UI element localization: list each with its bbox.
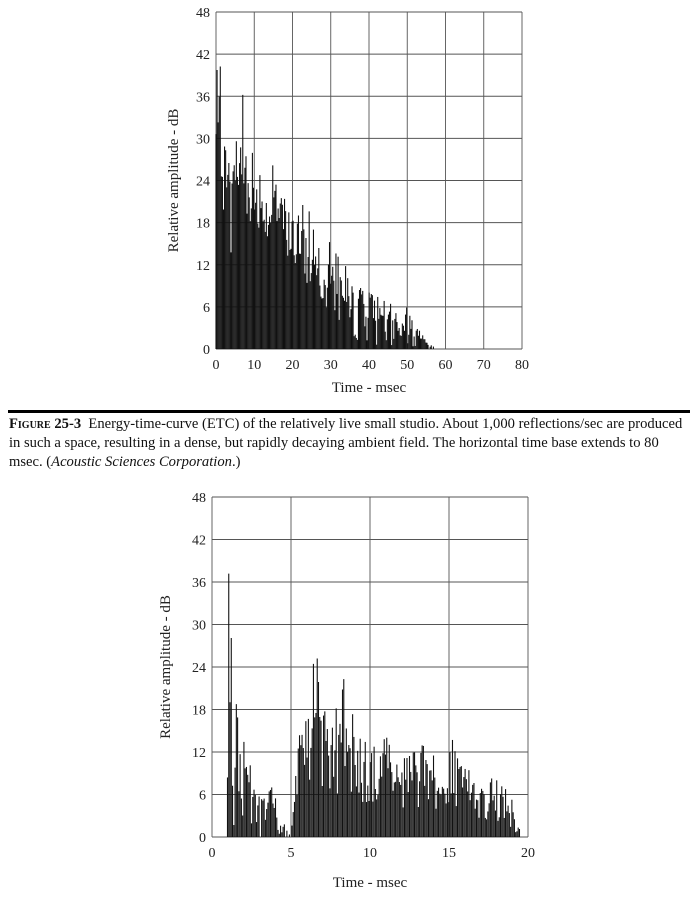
y-tick-label: 30 (192, 618, 206, 634)
caption-credit: Acoustic Sciences Corporation (51, 454, 232, 470)
y-axis-label: Relative amplitude - dB (158, 595, 174, 739)
y-tick-label: 24 (196, 174, 210, 190)
figure-caption (9, 415, 689, 472)
x-tick-label: 40 (362, 358, 376, 373)
figure-label: Figure (9, 416, 51, 432)
y-tick-label: 48 (192, 491, 206, 506)
x-axis-label: Time - msec (332, 875, 408, 891)
x-tick-label: 30 (323, 358, 338, 373)
y-tick-label: 0 (199, 831, 206, 846)
etc-chart-expanded (0, 486, 695, 900)
y-tick-label: 42 (192, 533, 206, 549)
y-tick-label: 42 (196, 48, 210, 64)
y-tick-label: 18 (196, 216, 210, 232)
x-tick-label: 5 (287, 846, 295, 861)
x-axis-label: Time - msec (331, 380, 407, 396)
x-tick-label: 70 (476, 358, 491, 373)
x-tick-label: 20 (521, 846, 535, 861)
y-axis-label: Relative amplitude - dB (166, 108, 182, 253)
x-tick-label: 20 (285, 358, 300, 373)
x-tick-label: 0 (208, 846, 216, 861)
y-tick-label: 6 (199, 788, 206, 804)
y-tick-label: 36 (192, 576, 206, 591)
y-tick-label: 48 (196, 6, 210, 21)
x-tick-label: 10 (247, 358, 262, 373)
y-tick-label: 12 (196, 258, 210, 274)
x-tick-label: 80 (515, 358, 529, 373)
reflection-bars (227, 574, 519, 837)
x-tick-label: 0 (212, 358, 220, 373)
caption-rule (8, 410, 690, 413)
y-tick-label: 36 (196, 90, 210, 106)
etc-chart-svg (0, 0, 695, 400)
y-tick-label: 24 (192, 661, 206, 676)
y-tick-label: 12 (192, 746, 206, 761)
x-tick-label: 60 (438, 358, 453, 373)
caption-end: .) (231, 454, 241, 470)
y-tick-label: 30 (196, 132, 210, 148)
y-tick-label: 0 (203, 343, 210, 358)
etc-chart-live-studio (0, 0, 695, 400)
y-tick-label: 6 (203, 300, 210, 316)
figure-number: 25-3 (54, 416, 82, 432)
x-tick-label: 50 (400, 358, 415, 373)
etc-chart-svg (0, 486, 695, 900)
x-tick-label: 10 (363, 846, 377, 861)
x-tick-label: 15 (442, 846, 456, 861)
caption-text: Energy-time-curve (ETC) of the relatively live small studio. About 1,000 reflections/sec are produced in such a space, resulting in a dense, but rapidly decaying ambient field. The horizontal time base extends to 80 msec. ( (9, 416, 683, 470)
y-tick-label: 18 (192, 703, 206, 719)
